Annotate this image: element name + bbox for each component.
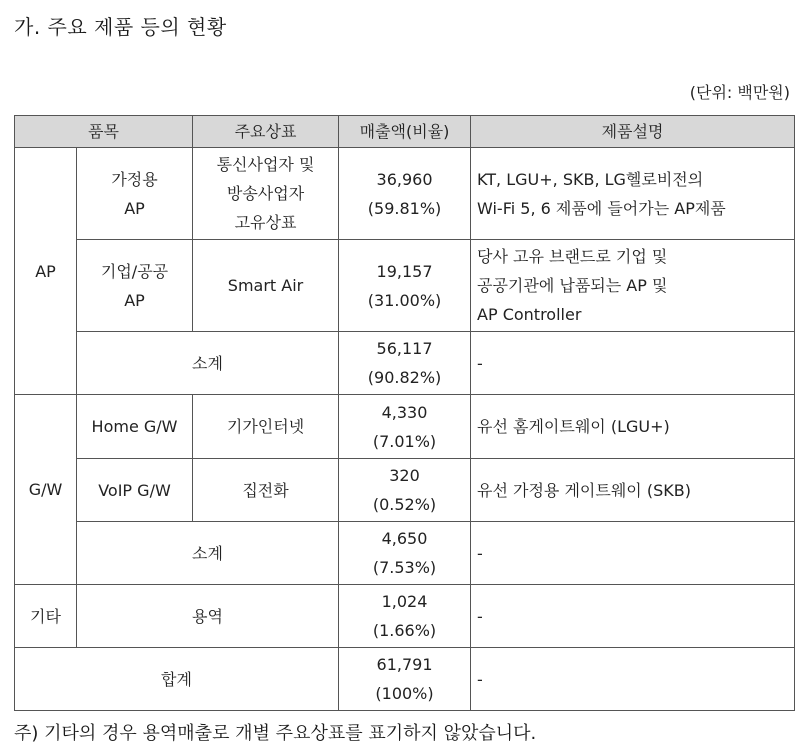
table-row — [15, 148, 795, 240]
section-title: 가. 주요 제품 등의 현황 — [14, 15, 227, 39]
brand-cell: 통신사업자 및 방송사업자 고유상표 — [193, 148, 339, 240]
table-row — [15, 240, 795, 332]
amount-cell: 61,791 (100%) — [339, 648, 471, 711]
amount-cell: 36,960 (59.81%) — [339, 148, 471, 240]
amount-cell: 19,157 (31.00%) — [339, 240, 471, 332]
amount-cell: 4,650 (7.53%) — [339, 522, 471, 585]
header-amount: 매출액(비율) — [339, 116, 471, 148]
category-gw: G/W — [15, 395, 77, 585]
header-brand: 주요상표 — [193, 116, 339, 148]
subtotal-label: 소계 — [77, 522, 339, 585]
item-cell: 기업/공공 AP — [77, 240, 193, 332]
brand-cell: 기가인터넷 — [193, 395, 339, 459]
table-row — [15, 395, 795, 459]
table-row — [15, 648, 795, 711]
category-etc: 기타 — [15, 585, 77, 648]
desc-cell: 유선 홈게이트웨이 (LGU+) — [471, 395, 795, 459]
brand-cell: 집전화 — [193, 459, 339, 522]
amount-cell: 1,024 (1.66%) — [339, 585, 471, 648]
amount-cell: 320 (0.52%) — [339, 459, 471, 522]
table-row — [15, 522, 795, 585]
amount-cell: 56,117 (90.82%) — [339, 332, 471, 395]
table-header-row — [15, 116, 795, 148]
total-label: 합계 — [15, 648, 339, 711]
subtotal-label: 소계 — [77, 332, 339, 395]
item-cell: 가정용 AP — [77, 148, 193, 240]
category-ap: AP — [15, 148, 77, 395]
brand-cell: Smart Air — [193, 240, 339, 332]
desc-cell: - — [471, 648, 795, 711]
unit-label: (단위: 백만원) — [689, 83, 790, 102]
desc-cell: - — [471, 332, 795, 395]
item-cell: Home G/W — [77, 395, 193, 459]
table-row — [15, 585, 795, 648]
amount-cell: 4,330 (7.01%) — [339, 395, 471, 459]
service-label: 용역 — [77, 585, 339, 648]
header-item: 품목 — [15, 116, 193, 148]
desc-cell: 유선 가정용 게이트웨이 (SKB) — [471, 459, 795, 522]
table-row — [15, 459, 795, 522]
product-table — [14, 115, 795, 711]
desc-cell: - — [471, 585, 795, 648]
desc-cell: 당사 고유 브랜드로 기업 및 공공기관에 납품되는 AP 및 AP Controller — [471, 240, 795, 332]
desc-cell: - — [471, 522, 795, 585]
item-cell: VoIP G/W — [77, 459, 193, 522]
header-desc: 제품설명 — [471, 116, 795, 148]
desc-cell: KT, LGU+, SKB, LG헬로비전의 Wi-Fi 5, 6 제품에 들어가는 AP제품 — [471, 148, 795, 240]
footnote: 주) 기타의 경우 용역매출로 개별 주요상표를 표기하지 않았습니다. — [14, 723, 537, 744]
table-row — [15, 332, 795, 395]
